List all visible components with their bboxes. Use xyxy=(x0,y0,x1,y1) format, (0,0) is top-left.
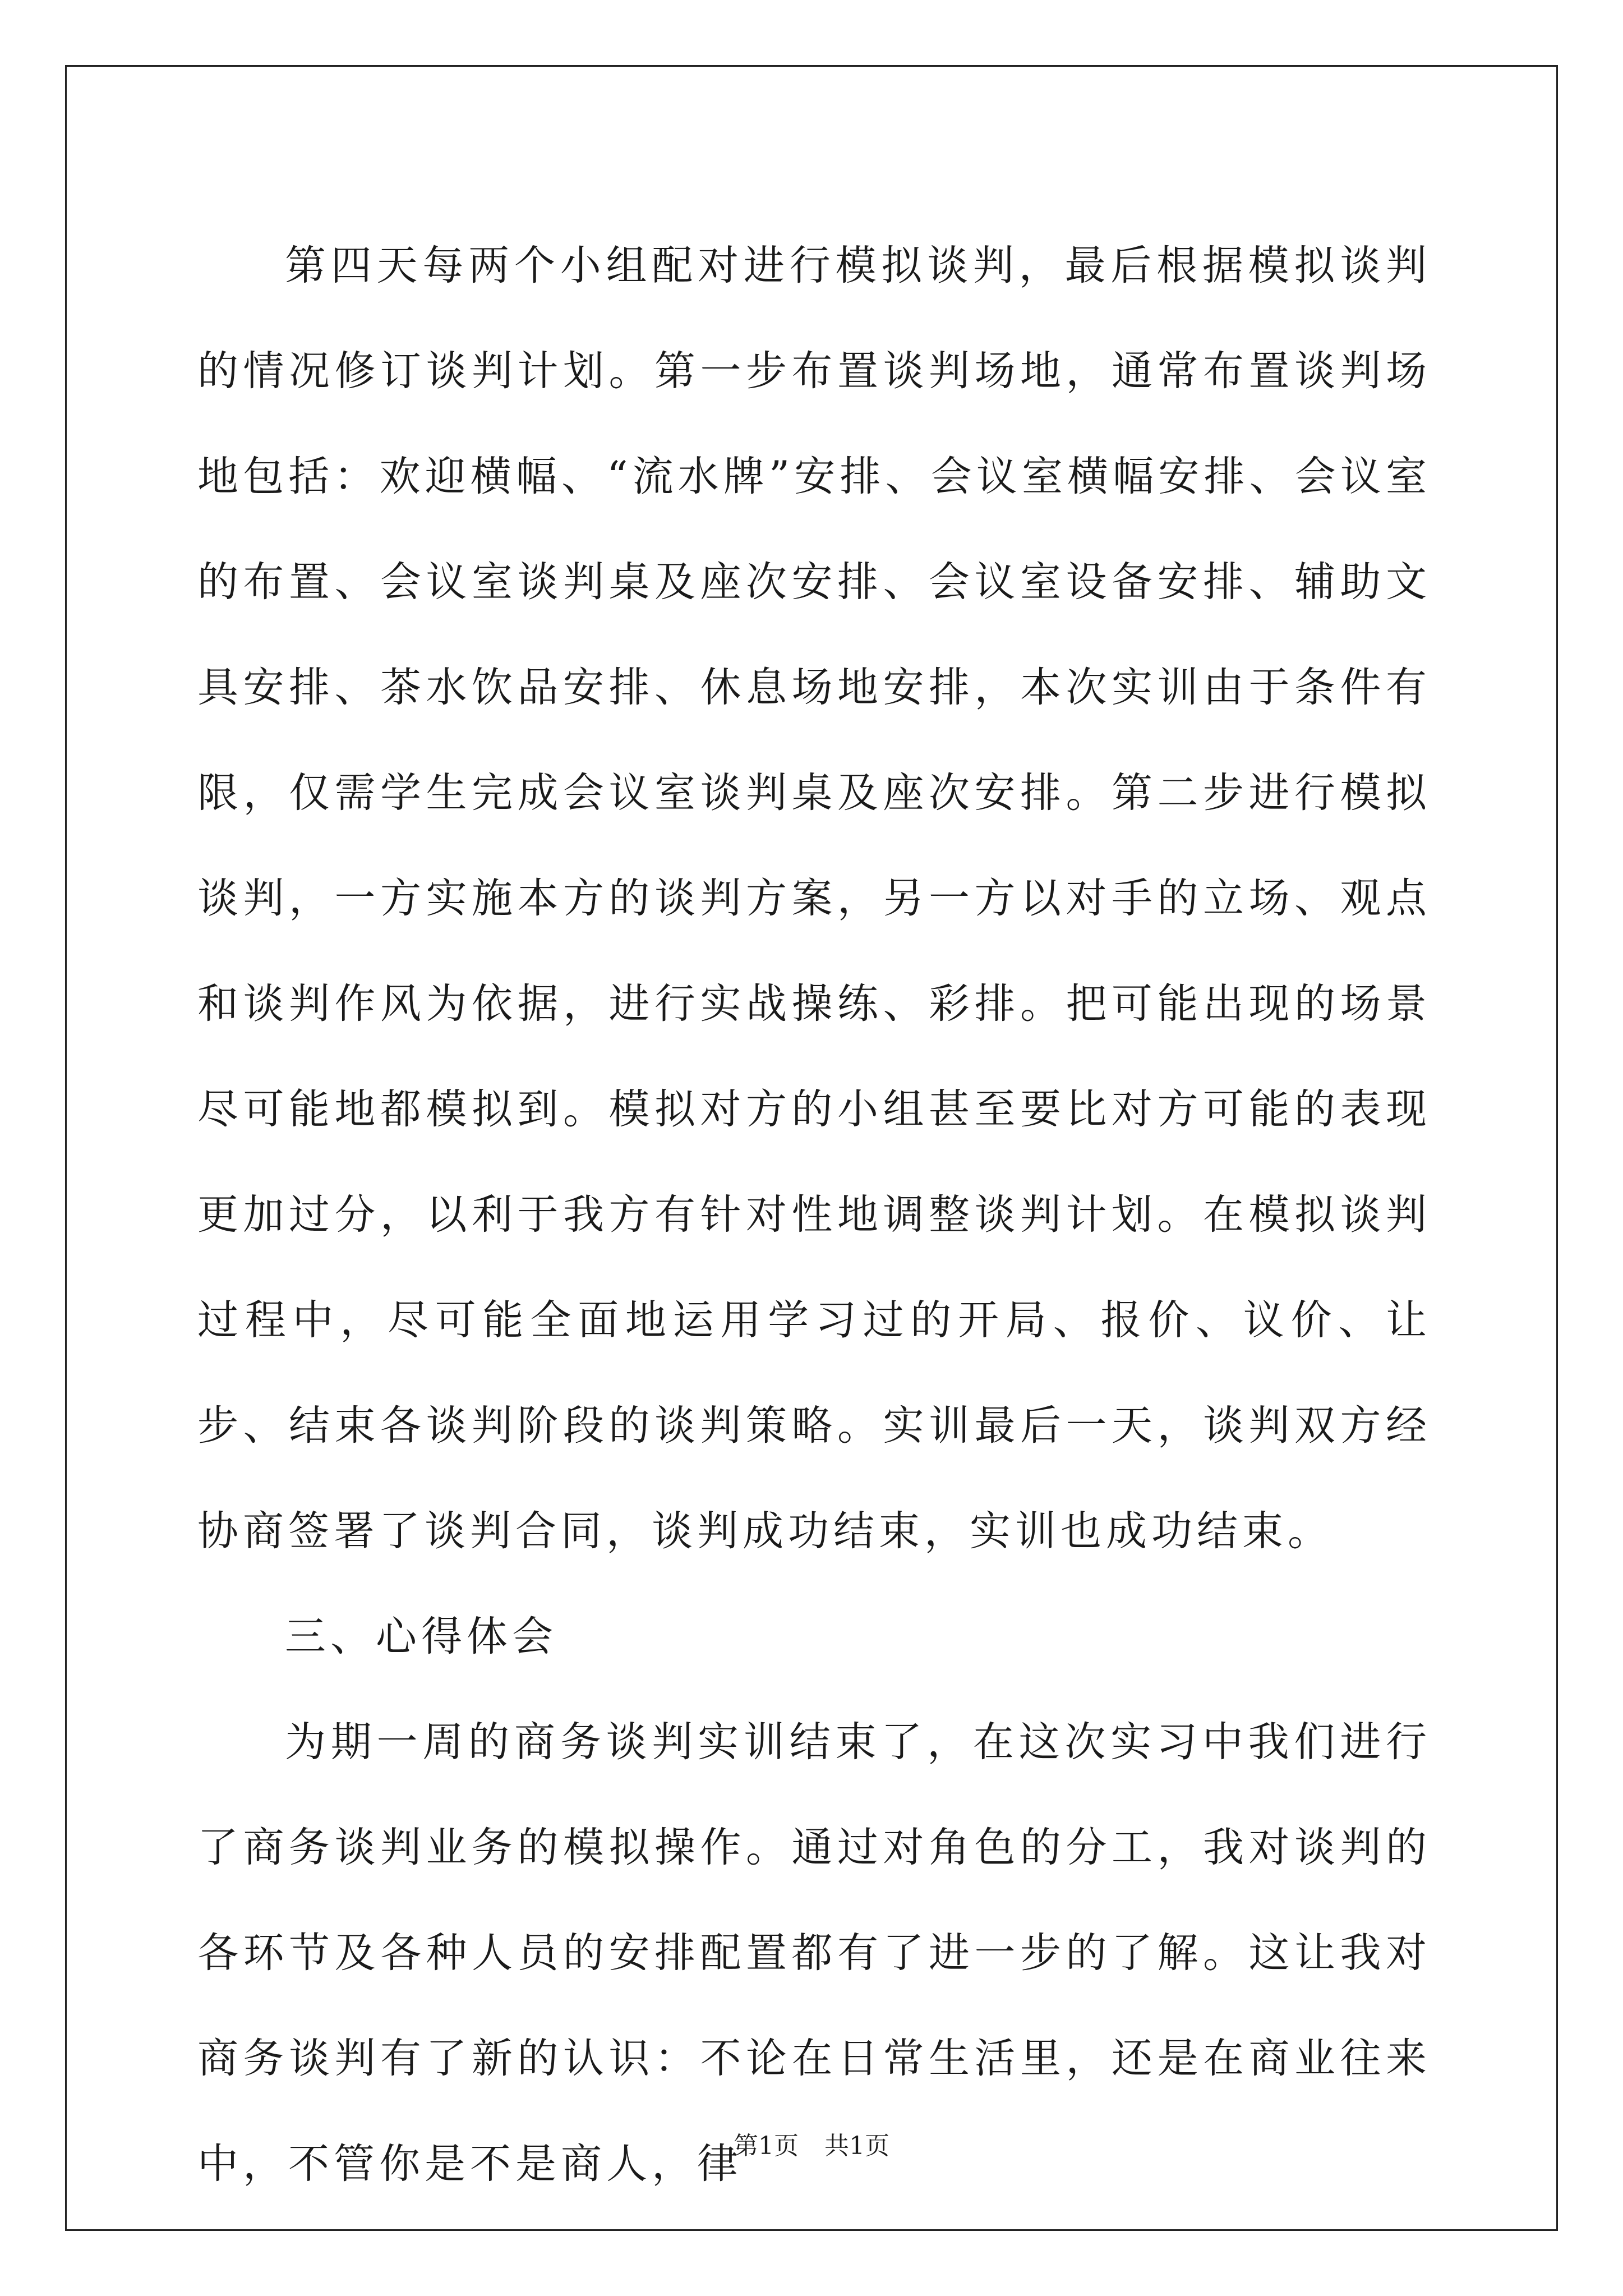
page-total: 共1页 xyxy=(824,2132,889,2160)
paragraph-negotiation-simulation: 第四天每两个小组配对进行模拟谈判，最后根据模拟谈判的情况修订谈判计划。第一步布置谈判场地，通常布置谈判场地包括：欢迎横幅、“流水牌”安排、会议室横幅安排、会议室的布置、会议室谈判桌及座次安排、会议室设备安排、辅助文具安排、茶水饮品安排、休息场地安排，本次实训由于条件有限，仅需学生完成会议室谈判桌及座次安排。第二步进行模拟谈判，一方实施本方的谈判方案，另一方以对手的立场、观点和谈判作风为依据，进行实战操练、彩排。把可能出现的场景尽可能地都模拟到。模拟对方的小组甚至要比对方可能的表现更加过分，以利于我方有针对性地调整谈判计划。在模拟谈判过程中，尽可能全面地运用学习过的开局、报价、议价、让步、结束各谈判阶段的谈判策略。实训最后一天，谈判双方经协商签署了谈判合同，谈判成功结束，实训也成功结束。 xyxy=(197,242,1431,1555)
section-heading-reflections: 三、心得体会 xyxy=(285,1613,557,1660)
paragraph-reflections: 为期一周的商务谈判实训结束了，在这次实习中我们进行了商务谈判业务的模拟操作。通过对角色的分工，我对谈判的各环节及各种人员的安排配置都有了进一步的了解。这让我对商务谈判有了新的认识：不论在日常生活里，还是在商业往来中，不管你是不是商人，律 xyxy=(197,1718,1431,2188)
page-footer xyxy=(0,2129,1623,2163)
document-body xyxy=(197,213,1431,2217)
page-number: 第1页 xyxy=(734,2132,799,2160)
